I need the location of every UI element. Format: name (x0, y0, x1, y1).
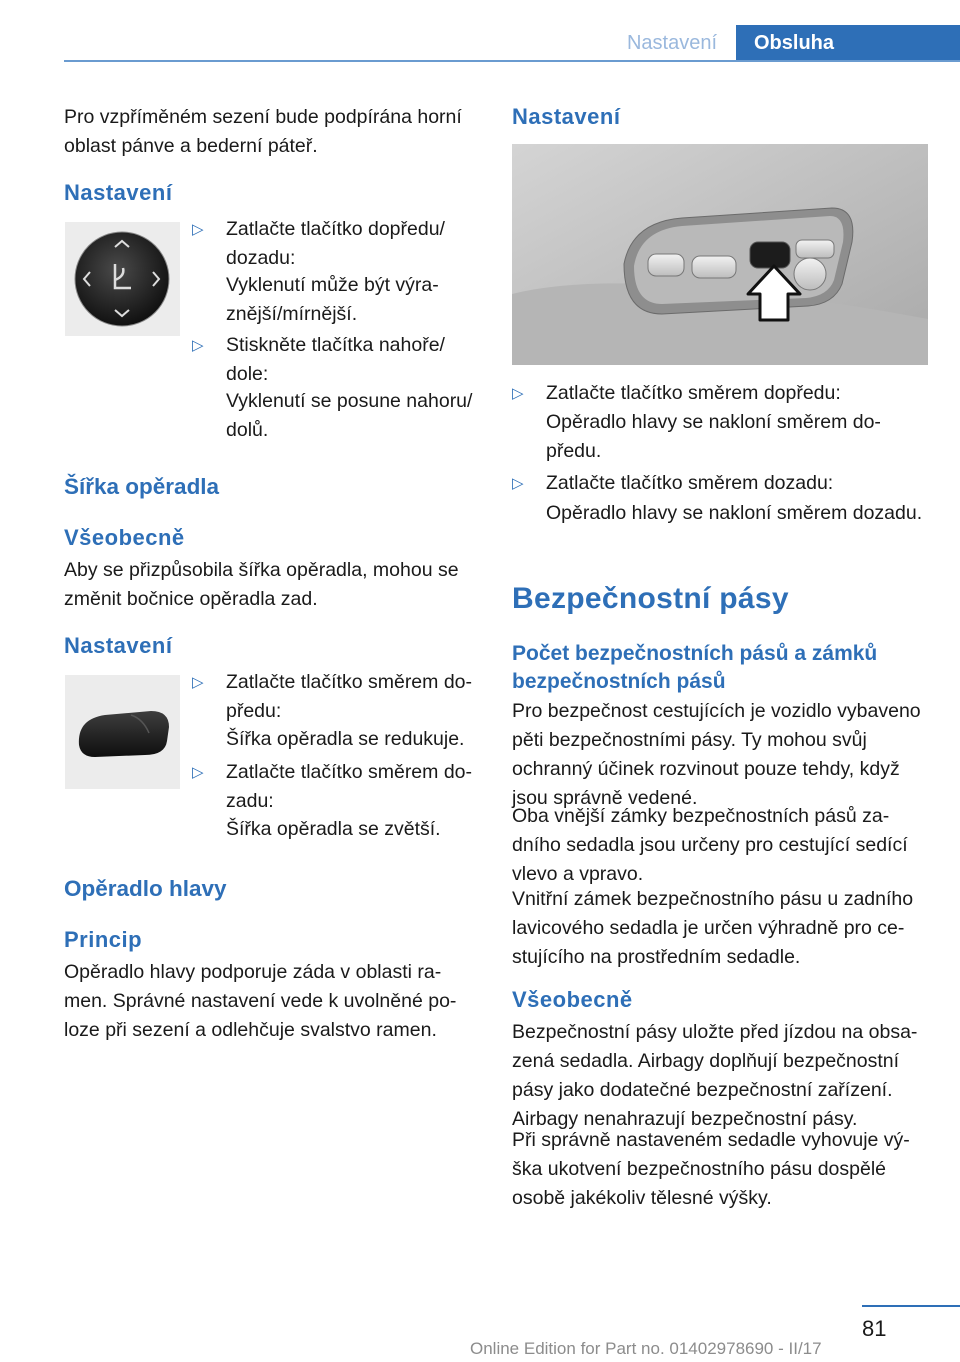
s1-item-2-main: Stiskněte tlačítka nahoře/ dole: (226, 334, 445, 385)
heading-general-2: Všeobecně (512, 987, 633, 1012)
bullet-icon: ▷ (192, 221, 204, 238)
bullet-icon: ▷ (192, 764, 204, 781)
s1-item-1-main: Zatlačte tlačítko dopředu/ dozadu: (226, 218, 445, 269)
bullet-icon: ▷ (512, 385, 524, 402)
page-number: 81 (862, 1316, 887, 1341)
bullet-icon: ▷ (192, 337, 204, 354)
heading-belt-count: Počet bezpečnostních pásů a zámků bezpečnostních pásů (512, 642, 878, 693)
edition-text: Online Edition for Part no. 01402978690 - II/17 (470, 1339, 822, 1358)
section-heading-settings-3: Nastavení (512, 104, 621, 129)
r-item-2-sub: Opěradlo hlavy se nakloní směrem dozadu. (546, 502, 923, 524)
header-rule (64, 60, 960, 62)
intro-text: Pro vzpříměném sezení bude podpírána horní oblast pánve a bederní páteř. (64, 106, 462, 157)
belts-para-2: Oba vnější zámky bezpečnostních pásů za- dního sedadla jsou určeny pro cestující sedící vlevo a vpravo. (512, 805, 908, 885)
header-tab-operation: Obsluha (736, 25, 960, 62)
seat-controls-photo (512, 144, 928, 365)
s2-item-1-sub: Šířka opěradla se redukuje. (226, 728, 465, 750)
header-tab-settings: Nastavení (626, 32, 718, 54)
heading-principle: Princip (64, 927, 143, 952)
principle-text: Opěradlo hlavy podporuje záda v oblasti ra- men. Správné nastavení vede k uvolněné po- loze při sezení a odlehčuje svalstvo ramen. (64, 961, 457, 1041)
heading-headrest: Opěradlo hlavy (64, 876, 227, 901)
s2-item-2-sub: Šířka opěradla se zvětší. (226, 818, 441, 840)
r-item-2-main: Zatlačte tlačítko směrem dozadu: (546, 472, 834, 494)
bolster-button-image (65, 675, 180, 789)
section-heading-settings-2: Nastavení (64, 633, 173, 658)
bullet-icon: ▷ (192, 674, 204, 691)
s1-item-2-sub: Vyklenutí se posune nahoru/ dolů. (226, 390, 473, 441)
heading-seat-belts: Bezpečnostní pásy (512, 582, 789, 615)
general-para-1: Bezpečnostní pásy uložte před jízdou na obsa- zená sedadla. Airbagy doplňují bezpečnostní pásy jako dodatečné bezpečnostní zařízení. Airbagy nenahrazují bezpečnostní pásy. (512, 1021, 918, 1130)
r-item-1-sub: Opěradlo hlavy se nakloní směrem do- předu. (546, 411, 881, 462)
heading-backrest-width: Šířka opěradla (64, 474, 220, 499)
general-text-1: Aby se přizpůsobila šířka opěradla, mohou se změnit bočnice opěradla zad. (64, 559, 459, 610)
bullet-icon: ▷ (512, 475, 524, 492)
heading-general-1: Všeobecně (64, 525, 185, 550)
general-para-2: Při správně nastaveném sedadle vyhovuje vý- ška ukotvení bezpečnostního pásu dospělé osobě jakékoliv tělesné výšky. (512, 1129, 910, 1209)
footer-rule (862, 1305, 960, 1307)
s2-item-1-main: Zatlačte tlačítko směrem do- předu: (226, 671, 472, 722)
belts-para-3: Vnitřní zámek bezpečnostního pásu u zadního lavicového sedadla je určen výhradně pro ce- stujícího na prostředním sedadle. (512, 888, 914, 968)
section-heading-settings-1: Nastavení (64, 180, 173, 205)
belts-para-1: Pro bezpečnost cestujících je vozidlo vybaveno pěti bezpečnostními pásy. Ty mohou svůj ochranný účinek rozvinout pouze tehdy, když jsou správně vedené. (512, 700, 921, 809)
r-item-1-main: Zatlačte tlačítko směrem dopředu: (546, 382, 841, 404)
lumbar-button-image (65, 222, 180, 336)
s1-item-1-sub: Vyklenutí může být výra- znější/mírnější. (226, 274, 439, 325)
s2-item-2-main: Zatlačte tlačítko směrem do- zadu: (226, 761, 472, 812)
